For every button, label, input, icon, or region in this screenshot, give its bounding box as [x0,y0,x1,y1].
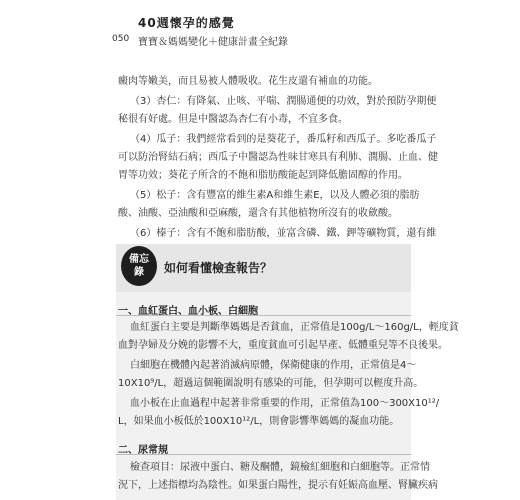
section-line: L，如果血小板低於100X10¹²/L，則會影響準媽媽的凝血功能。 [118,416,400,427]
section-line: 10X10⁹/L，超過這個範圍說明有感染的可能，但孕期可以輕度升高。 [118,378,424,389]
section-line: 白細胞在機體內起著消滅病原體，保衛健康的作用，正常值是4～ [130,360,417,371]
memo-badge [121,246,157,286]
memo-badge-text: 備忘 [129,254,149,265]
body-line: （6）榛子：含有不飽和脂肪酸，並富含磷、鐵、鉀等礦物質，還有維 [130,228,437,239]
body-line: 酸、油酸、亞油酸和亞麻酸，還含有其他植物所沒有的收歛酸。 [118,208,398,219]
body-line: （4）瓜子：我們經常看到的是葵花子，番瓜籽和西瓜子。多吃番瓜子 [130,134,437,145]
section-line: 檢查項目：尿液中蛋白、糖及酮體，鏡檢紅細胞和白細胞等。正常情 [130,462,430,473]
section-line: 血小板在止血過程中起著非常重要的作用，正常值為100～300X10¹²/ [130,398,440,409]
section-divider [116,315,411,316]
section-line: 血紅蛋白主要是判斷準媽媽是否貧血，正常值是100g/L～160g/L，輕度貧 [130,322,459,333]
body-line: 癜肉等嫩美，而且易被人體吸收。花生皮還有補血的功能。 [118,76,378,87]
page-number: 050 [112,34,130,44]
section-line: 況下，上述指標均為陰性。如果蛋白陽性，提示有妊娠高血壓、腎臟疾病 [118,480,438,491]
section-divider [116,454,411,455]
body-line: 秘很有好處。但是中醫認為杏仁有小毒，不宜多食。 [118,114,348,125]
running-subtitle: 寶寶＆媽媽變化＋健康計畫全紀錄 [138,37,288,48]
memo-box-title: 如何看懂檢查報告？ [164,261,273,275]
body-line: （5）松子：含有豐富的維生素A和維生素E，以及人體必須的脂肪 [130,190,420,201]
body-line: 可以防治腎結石病；西瓜子中醫認為性味甘寒具有利肺、潤腸、止血、健 [118,152,438,163]
running-title: 40週懷孕的感覺 [138,16,235,30]
section-heading: 二、尿常規 [118,445,168,456]
body-line: （3）杏仁：有降氣、止咳、平喘、潤腸通便的功效，對於預防孕期便 [130,96,437,107]
section-line: 血對孕婦及分娩的影響不大，重度貧血可引起早產、低體重兒等不良後果。 [118,340,448,351]
section-heading: 一、血紅蛋白、血小板、白細胞 [118,306,258,317]
body-line: 胃等功效；葵花子所含的不飽和脂肪酸能起到降低膽固醇的作用。 [118,170,408,181]
memo-badge-text: 錄 [134,267,144,278]
